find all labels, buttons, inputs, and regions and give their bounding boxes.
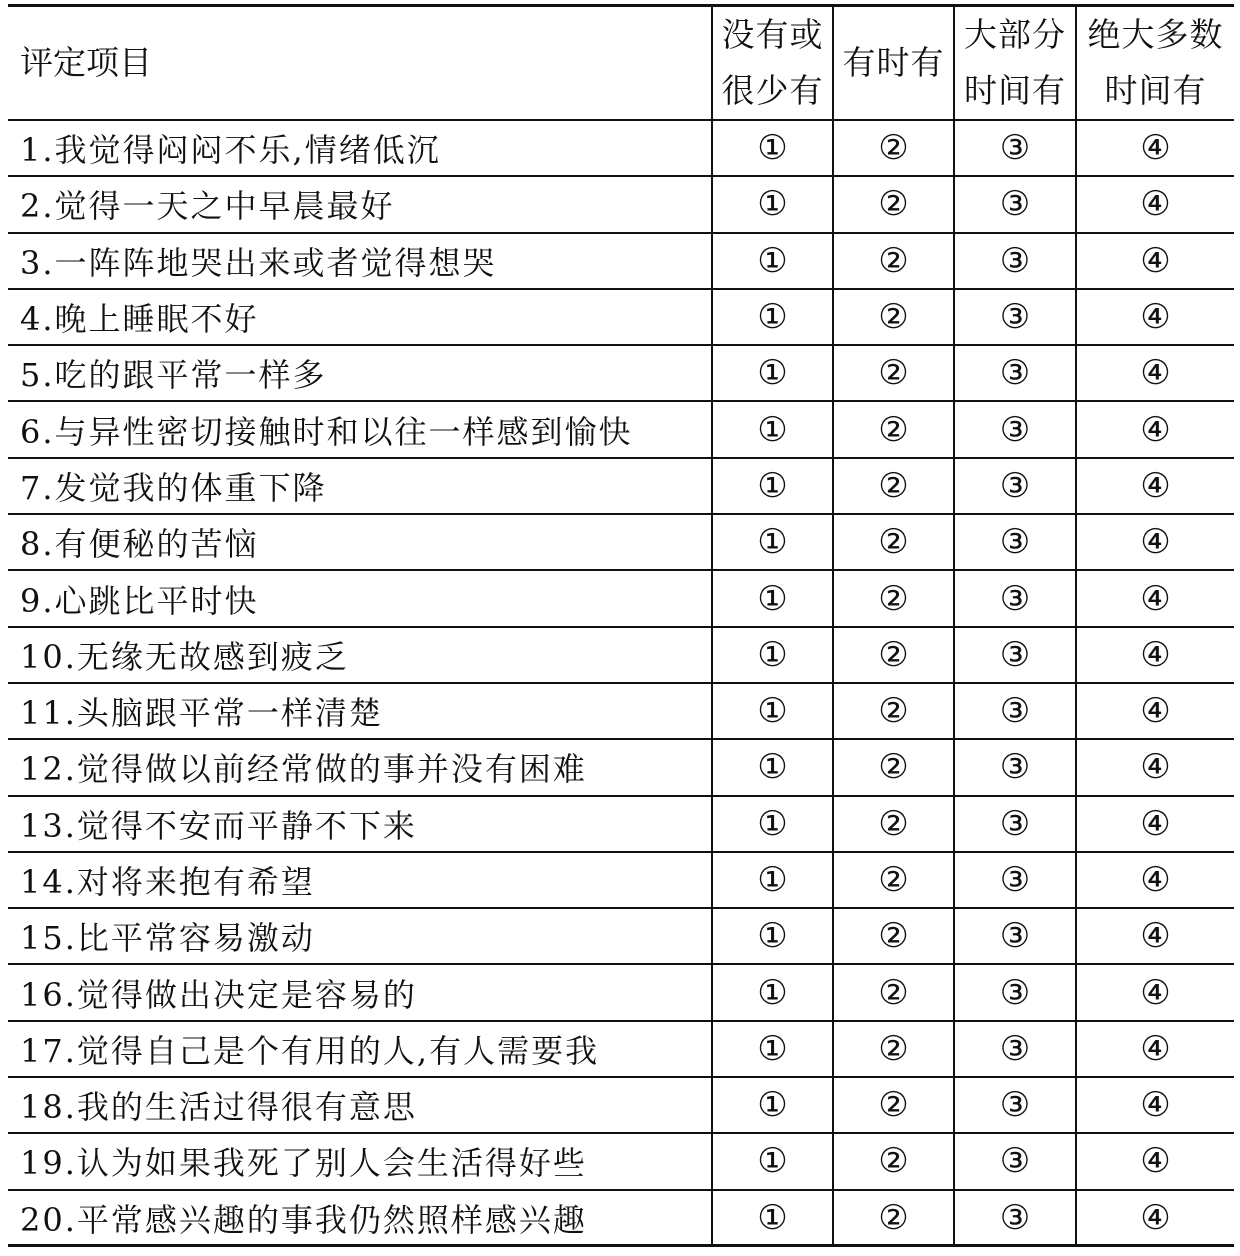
item-label: 19.认为如果我死了别人会生活得好些 <box>8 1133 712 1189</box>
option-choice-1[interactable]: ① <box>712 1190 833 1246</box>
option-choice-2[interactable]: ② <box>833 796 954 852</box>
option-choice-3[interactable]: ③ <box>954 120 1076 176</box>
header-option-1-line-1: 没有或 <box>721 15 824 54</box>
table-row <box>8 401 1234 457</box>
option-choice-3[interactable]: ③ <box>954 964 1076 1020</box>
option-choice-4[interactable]: ④ <box>1076 964 1234 1020</box>
option-choice-3[interactable]: ③ <box>954 739 1076 795</box>
option-choice-1[interactable]: ① <box>712 289 833 345</box>
item-label: 1.我觉得闷闷不乐,情绪低沉 <box>8 120 712 176</box>
option-choice-3[interactable]: ③ <box>954 345 1076 401</box>
table-row <box>8 796 1234 852</box>
item-label: 18.我的生活过得很有意思 <box>8 1077 712 1133</box>
table-row <box>8 908 1234 964</box>
header-option-2-line-1: 有时有 <box>842 43 945 82</box>
option-choice-1[interactable]: ① <box>712 401 833 457</box>
option-choice-1[interactable]: ① <box>712 458 833 514</box>
option-choice-4[interactable]: ④ <box>1076 796 1234 852</box>
option-choice-2[interactable]: ② <box>833 120 954 176</box>
option-choice-1[interactable]: ① <box>712 852 833 908</box>
option-choice-4[interactable]: ④ <box>1076 739 1234 795</box>
option-choice-2[interactable]: ② <box>833 570 954 626</box>
option-choice-3[interactable]: ③ <box>954 627 1076 683</box>
header-option-3-line-1: 大部分 <box>964 15 1066 54</box>
option-choice-1[interactable]: ① <box>712 176 833 232</box>
item-label: 4.晚上睡眠不好 <box>8 289 712 345</box>
rating-scale-sheet <box>8 4 1234 1247</box>
option-choice-3[interactable]: ③ <box>954 908 1076 964</box>
header-option-2 <box>833 6 954 121</box>
option-choice-4[interactable]: ④ <box>1076 289 1234 345</box>
option-choice-4[interactable]: ④ <box>1076 1021 1234 1077</box>
item-label: 13.觉得不安而平静不下来 <box>8 796 712 852</box>
table-row <box>8 627 1234 683</box>
option-choice-1[interactable]: ① <box>712 796 833 852</box>
option-choice-2[interactable]: ② <box>833 233 954 289</box>
option-choice-1[interactable]: ① <box>712 1077 833 1133</box>
option-choice-3[interactable]: ③ <box>954 796 1076 852</box>
option-choice-2[interactable]: ② <box>833 401 954 457</box>
option-choice-3[interactable]: ③ <box>954 233 1076 289</box>
option-choice-4[interactable]: ④ <box>1076 1077 1234 1133</box>
option-choice-3[interactable]: ③ <box>954 570 1076 626</box>
item-label: 20.平常感兴趣的事我仍然照样感兴趣 <box>8 1190 712 1246</box>
option-choice-4[interactable]: ④ <box>1076 514 1234 570</box>
item-label: 10.无缘无故感到疲乏 <box>8 627 712 683</box>
option-choice-1[interactable]: ① <box>712 1133 833 1189</box>
option-choice-1[interactable]: ① <box>712 233 833 289</box>
table-row <box>8 964 1234 1020</box>
option-choice-2[interactable]: ② <box>833 1133 954 1189</box>
option-choice-4[interactable]: ④ <box>1076 1190 1234 1246</box>
option-choice-4[interactable]: ④ <box>1076 458 1234 514</box>
option-choice-1[interactable]: ① <box>712 345 833 401</box>
header-item: 评定项目 <box>8 6 712 121</box>
option-choice-4[interactable]: ④ <box>1076 1133 1234 1189</box>
table-row <box>8 514 1234 570</box>
option-choice-2[interactable]: ② <box>833 739 954 795</box>
option-choice-2[interactable]: ② <box>833 852 954 908</box>
option-choice-3[interactable]: ③ <box>954 401 1076 457</box>
option-choice-4[interactable]: ④ <box>1076 570 1234 626</box>
item-label: 8.有便秘的苦恼 <box>8 514 712 570</box>
table-row <box>8 570 1234 626</box>
option-choice-2[interactable]: ② <box>833 908 954 964</box>
option-choice-3[interactable]: ③ <box>954 289 1076 345</box>
table-row <box>8 176 1234 232</box>
header-option-1 <box>712 6 833 121</box>
option-choice-4[interactable]: ④ <box>1076 627 1234 683</box>
header-row <box>8 6 1234 121</box>
option-choice-1[interactable]: ① <box>712 739 833 795</box>
header-option-4-line-2: 时间有 <box>1104 71 1207 110</box>
option-choice-3[interactable]: ③ <box>954 852 1076 908</box>
item-label: 11.头脑跟平常一样清楚 <box>8 683 712 739</box>
item-label: 5.吃的跟平常一样多 <box>8 345 712 401</box>
option-choice-3[interactable]: ③ <box>954 1077 1076 1133</box>
table-row <box>8 233 1234 289</box>
item-label: 17.觉得自己是个有用的人,有人需要我 <box>8 1021 712 1077</box>
option-choice-1[interactable]: ① <box>712 683 833 739</box>
header-option-4 <box>1076 6 1234 121</box>
option-choice-4[interactable]: ④ <box>1076 233 1234 289</box>
table-row <box>8 1133 1234 1189</box>
option-choice-2[interactable]: ② <box>833 514 954 570</box>
table-body <box>8 120 1234 1246</box>
option-choice-1[interactable]: ① <box>712 570 833 626</box>
option-choice-1[interactable]: ① <box>712 120 833 176</box>
option-choice-2[interactable]: ② <box>833 345 954 401</box>
option-choice-3[interactable]: ③ <box>954 1190 1076 1246</box>
option-choice-2[interactable]: ② <box>833 627 954 683</box>
table-row <box>8 1190 1234 1246</box>
header-option-1-line-2: 很少有 <box>721 71 824 110</box>
rating-scale-table <box>8 4 1234 1247</box>
option-choice-1[interactable]: ① <box>712 1021 833 1077</box>
option-choice-2[interactable]: ② <box>833 683 954 739</box>
table-row <box>8 852 1234 908</box>
option-choice-1[interactable]: ① <box>712 964 833 1020</box>
table-row <box>8 458 1234 514</box>
table-row <box>8 345 1234 401</box>
option-choice-2[interactable]: ② <box>833 289 954 345</box>
option-choice-4[interactable]: ④ <box>1076 683 1234 739</box>
header-option-3-line-2: 时间有 <box>964 71 1066 110</box>
option-choice-3[interactable]: ③ <box>954 683 1076 739</box>
item-label: 9.心跳比平时快 <box>8 570 712 626</box>
header-option-4-line-1: 绝大多数 <box>1087 15 1224 54</box>
table-row <box>8 739 1234 795</box>
option-choice-2[interactable]: ② <box>833 1021 954 1077</box>
option-choice-2[interactable]: ② <box>833 458 954 514</box>
option-choice-3[interactable]: ③ <box>954 458 1076 514</box>
table-row <box>8 289 1234 345</box>
table-row <box>8 683 1234 739</box>
option-choice-3[interactable]: ③ <box>954 1133 1076 1189</box>
item-label: 7.发觉我的体重下降 <box>8 458 712 514</box>
option-choice-2[interactable]: ② <box>833 176 954 232</box>
table-row <box>8 120 1234 176</box>
option-choice-4[interactable]: ④ <box>1076 345 1234 401</box>
item-label: 14.对将来抱有希望 <box>8 852 712 908</box>
option-choice-2[interactable]: ② <box>833 1077 954 1133</box>
table-row <box>8 1021 1234 1077</box>
item-label: 15.比平常容易激动 <box>8 908 712 964</box>
option-choice-4[interactable]: ④ <box>1076 120 1234 176</box>
item-label: 16.觉得做出决定是容易的 <box>8 964 712 1020</box>
option-choice-4[interactable]: ④ <box>1076 852 1234 908</box>
option-choice-3[interactable]: ③ <box>954 514 1076 570</box>
option-choice-1[interactable]: ① <box>712 627 833 683</box>
table-row <box>8 1077 1234 1133</box>
option-choice-3[interactable]: ③ <box>954 176 1076 232</box>
option-choice-2[interactable]: ② <box>833 964 954 1020</box>
header-option-3 <box>954 6 1076 121</box>
option-choice-1[interactable]: ① <box>712 908 833 964</box>
option-choice-3[interactable]: ③ <box>954 1021 1076 1077</box>
option-choice-4[interactable]: ④ <box>1076 401 1234 457</box>
option-choice-1[interactable]: ① <box>712 514 833 570</box>
item-label: 12.觉得做以前经常做的事并没有困难 <box>8 739 712 795</box>
item-label: 2.觉得一天之中早晨最好 <box>8 176 712 232</box>
item-label: 3.一阵阵地哭出来或者觉得想哭 <box>8 233 712 289</box>
option-choice-2[interactable]: ② <box>833 1190 954 1246</box>
option-choice-4[interactable]: ④ <box>1076 908 1234 964</box>
option-choice-4[interactable]: ④ <box>1076 176 1234 232</box>
item-label: 6.与异性密切接触时和以往一样感到愉快 <box>8 401 712 457</box>
